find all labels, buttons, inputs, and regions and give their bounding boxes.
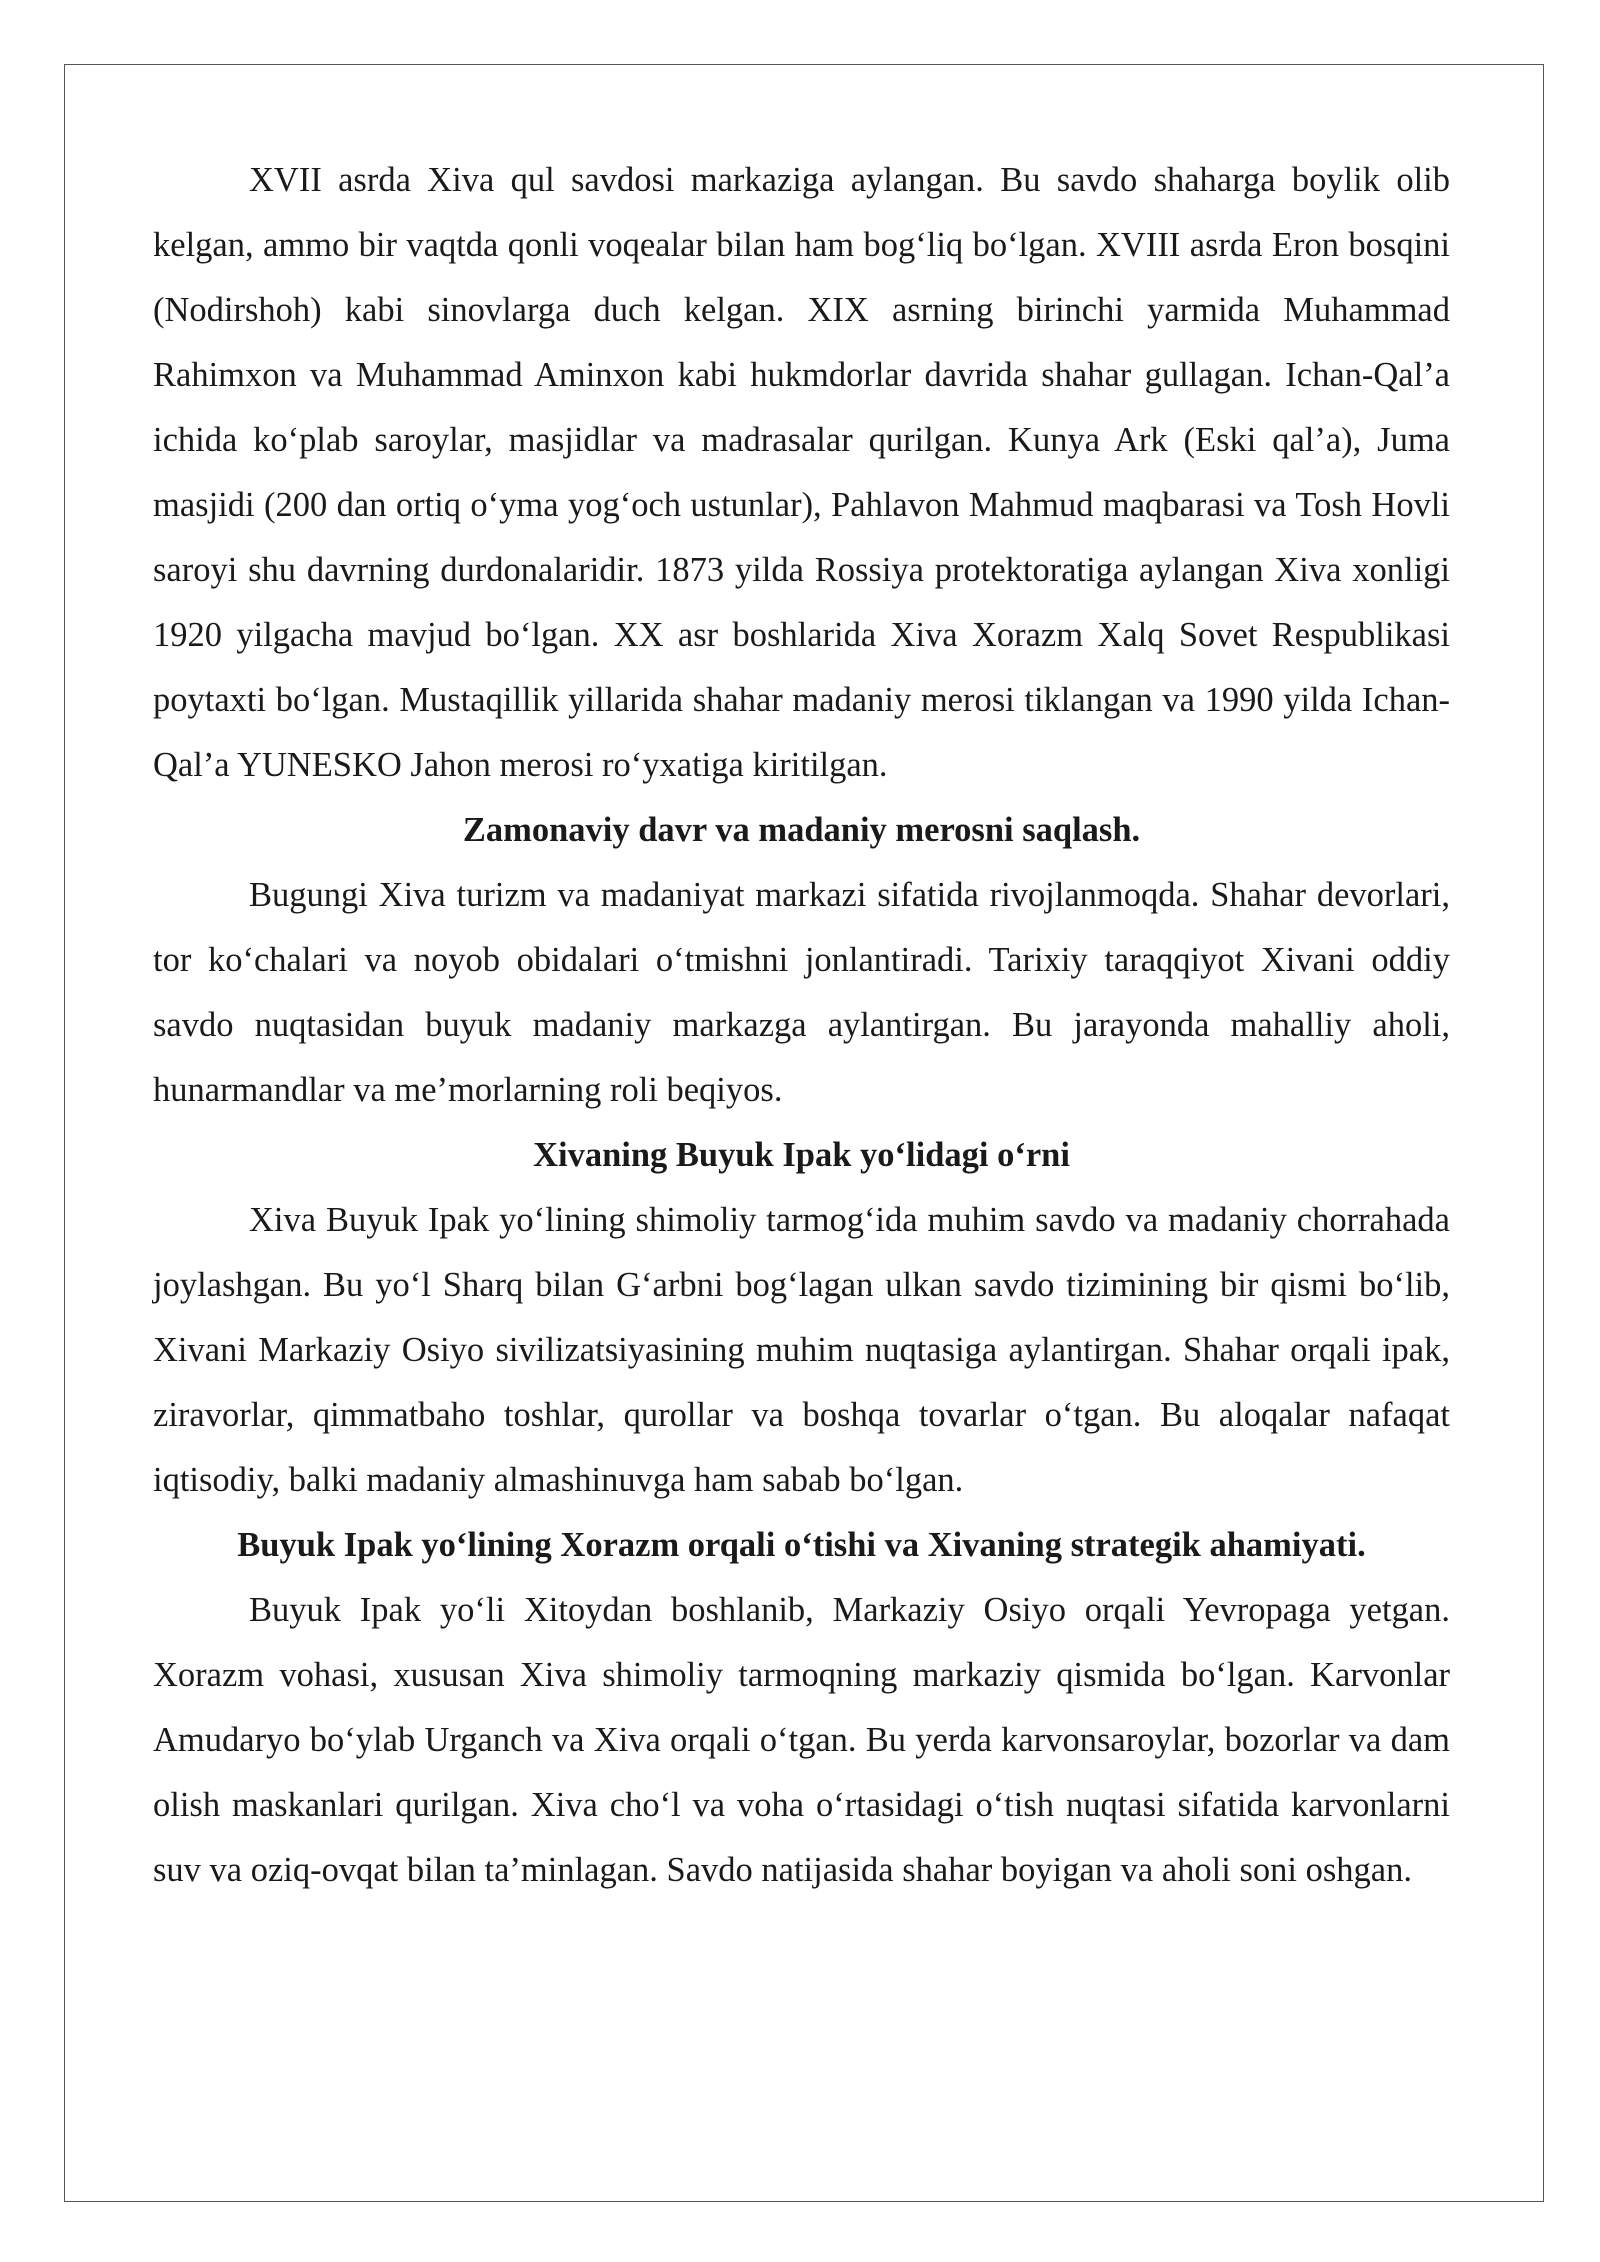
paragraph-modern-khiva: Bugungi Xiva turizm va madaniyat markazi sifatida rivojlanmoqda. Shahar devorlari, tor ko‘chalari va noyob obidalari o‘tmishni jonlantiradi. Tarixiy taraqqiyot Xivani oddiy savdo nuqtasidan buyuk madaniy markazga aylantirgan. Bu jarayonda mahalliy aholi, hunarmandlar va me’morlarning roli beqiyos. xyxy=(153,876,1450,1109)
paragraph-khiva-history: XVII asrda Xiva qul savdosi markaziga aylangan. Bu savdo shaharga boylik olib kelgan, ammo bir vaqtda qonli voqealar bilan ham bog‘liq bo‘lgan. XVIII asrda Eron bosqini (Nodirshoh) kabi sinovlarga duch kelgan. XIX asrning birinchi yarmida Muhammad Rahimxon va Muhammad Aminxon kabi hukmdorlar davrida shahar gullagan. Ichan-Qal’a ichida ko‘plab saroylar, masjidlar va madrasalar qurilgan. Kunya Ark (Eski qal’a), Juma masjidi (200 dan ortiq o‘yma yog‘och ustunlar), Pahlavon Mahmud maqbarasi va Tosh Hovli saroyi shu davrning durdonalaridir. 1873 yilda Rossiya protektoratiga aylangan Xiva xonligi 1920 yilgacha mavjud bo‘lgan. XX asr boshlarida Xiva Xorazm Xalq Sovet Respublikasi poytaxti bo‘lgan. Mustaqillik yillarida shahar madaniy merosi tiklangan va 1990 yilda Ichan-Qal’a YUNESKO Jahon merosi ro‘yxatiga kiritilgan. xyxy=(153,161,1450,784)
heading-strategic-importance: Buyuk Ipak yo‘lining Xorazm orqali o‘tishi va Xivaning strategik ahamiyati. xyxy=(237,1526,1366,1564)
paragraph-silk-road: Xiva Buyuk Ipak yo‘lining shimoliy tarmog‘ida muhim savdo va madaniy chorrahada joylashgan. Bu yo‘l Sharq bilan G‘arbni bog‘lagan ulkan savdo tizimining bir qismi bo‘lib, Xivani Markaziy Osiyo sivilizatsiyasining muhim nuqtasiga aylantirgan. Shahar orqali ipak, ziravorlar, qimmatbaho toshlar, qurollar va boshqa tovarlar o‘tgan. Bu aloqalar nafaqat iqtisodiy, balki madaniy almashinuvga ham sabab bo‘lgan. xyxy=(153,1201,1450,1499)
paragraph-strategic: Buyuk Ipak yo‘li Xitoydan boshlanib, Markaziy Osiyo orqali Yevropaga yetgan. Xorazm vohasi, xususan Xiva shimoliy tarmoqning markaziy qismida bo‘lgan. Karvonlar Amudaryo bo‘ylab Urganch va Xiva orqali o‘tgan. Bu yerda karvonsaroylar, bozorlar va dam olish maskanlari qurilgan. Xiva cho‘l va voha o‘rtasidagi o‘tish nuqtasi sifatida karvonlarni suv va oziq-ovqat bilan ta’minlagan. Savdo natijasida shahar boyigan va aholi soni oshgan. xyxy=(153,1591,1450,1889)
document-body xyxy=(153,148,1450,1903)
heading-modern-era: Zamonaviy davr va madaniy merosni saqlash. xyxy=(462,811,1141,849)
heading-silk-road-role: Xivaning Buyuk Ipak yo‘lidagi o‘rni xyxy=(533,1136,1070,1174)
